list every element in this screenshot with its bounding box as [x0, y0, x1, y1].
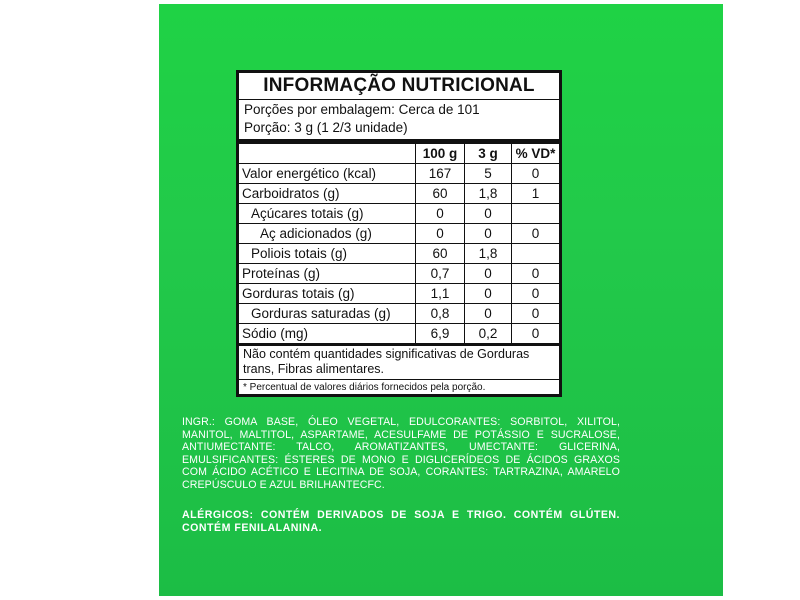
table-row — [239, 284, 559, 304]
nutrient-name: Gorduras totais (g) — [239, 284, 416, 304]
nutrition-table — [239, 144, 559, 346]
value-per-serving: 0 — [465, 304, 512, 324]
value-per-100g: 60 — [416, 244, 465, 264]
value-per-serving: 5 — [465, 164, 512, 184]
nutrition-facts-label — [236, 70, 562, 397]
table-row — [239, 164, 559, 184]
table-row — [239, 304, 559, 324]
header-daily-value: % VD* — [512, 144, 560, 164]
nutrient-name: Aç adicionados (g) — [239, 224, 416, 244]
ingredients-text: INGR.: GOMA BASE, ÓLEO VEGETAL, EDULCORANTES: SORBITOL, XILITOL, MANITOL, MALTITOL, ASPARTAME, ACESULFAME DE POTÁSSIO E SUCRALOSE, ANTIUMECTANTE: TALCO, AROMATIZANTES, UMECTANTE: GLICERINA, EMULSIFICANTES: ÉSTERES DE MONO E DIGLICERÍDEOS DE ÁCIDOS GRAXOS COM ÁCIDO ACÉTICO E LECITINA DE SOJA, CORANTES: TARTRAZINA, AMARELO CREPÚSCULO E AZUL BRILHANTECFC. — [182, 416, 620, 491]
serving-size: Porção: 3 g (1 2/3 unidade) — [244, 120, 408, 135]
value-per-100g: 60 — [416, 184, 465, 204]
nutrient-name: Açúcares totais (g) — [239, 204, 416, 224]
table-row — [239, 324, 559, 345]
value-per-serving: 0 — [465, 284, 512, 304]
value-per-serving: 0 — [465, 204, 512, 224]
nutrition-footnote: * Percentual de valores diários fornecidos pela porção. — [243, 382, 486, 393]
nutrient-name: Carboidratos (g) — [239, 184, 416, 204]
value-daily-percent — [512, 244, 560, 264]
table-row — [239, 264, 559, 284]
nutrient-name: Valor energético (kcal) — [239, 164, 416, 184]
table-row — [239, 244, 559, 264]
value-per-100g: 6,9 — [416, 324, 465, 345]
table-row — [239, 224, 559, 244]
nutrient-name: Sódio (mg) — [239, 324, 416, 345]
header-nutrient — [239, 144, 416, 164]
value-daily-percent — [512, 204, 560, 224]
header-per-100g: 100 g — [416, 144, 465, 164]
value-per-serving: 0 — [465, 224, 512, 244]
value-per-serving: 0,2 — [465, 324, 512, 345]
value-daily-percent: 0 — [512, 224, 560, 244]
value-daily-percent: 0 — [512, 304, 560, 324]
nutrient-name: Proteínas (g) — [239, 264, 416, 284]
serving-info — [239, 100, 559, 144]
nutrition-note: Não contém quantidades significativas de Gorduras trans, Fibras alimentares. — [239, 346, 559, 380]
allergens-text: ALÉRGICOS: CONTÉM DERIVADOS DE SOJA E TRIGO. CONTÉM GLÚTEN. CONTÉM FENILALANINA. — [182, 509, 620, 534]
nutrient-name: Gorduras saturadas (g) — [239, 304, 416, 324]
value-per-100g: 0 — [416, 224, 465, 244]
value-per-serving: 1,8 — [465, 244, 512, 264]
value-daily-percent: 0 — [512, 284, 560, 304]
value-per-100g: 0,7 — [416, 264, 465, 284]
value-per-100g: 0,8 — [416, 304, 465, 324]
value-daily-percent: 0 — [512, 324, 560, 345]
value-daily-percent: 0 — [512, 264, 560, 284]
value-per-serving: 0 — [465, 264, 512, 284]
value-per-100g: 167 — [416, 164, 465, 184]
value-daily-percent: 1 — [512, 184, 560, 204]
table-row — [239, 184, 559, 204]
value-per-serving: 1,8 — [465, 184, 512, 204]
value-daily-percent: 0 — [512, 164, 560, 184]
table-row — [239, 204, 559, 224]
servings-per-package: Porções por embalagem: Cerca de 101 — [244, 102, 480, 117]
nutrition-title: INFORMAÇÃO NUTRICIONAL — [239, 73, 559, 100]
value-per-100g: 1,1 — [416, 284, 465, 304]
nutrient-name: Poliois totais (g) — [239, 244, 416, 264]
table-header-row — [239, 144, 559, 164]
value-per-100g: 0 — [416, 204, 465, 224]
header-per-serving: 3 g — [465, 144, 512, 164]
